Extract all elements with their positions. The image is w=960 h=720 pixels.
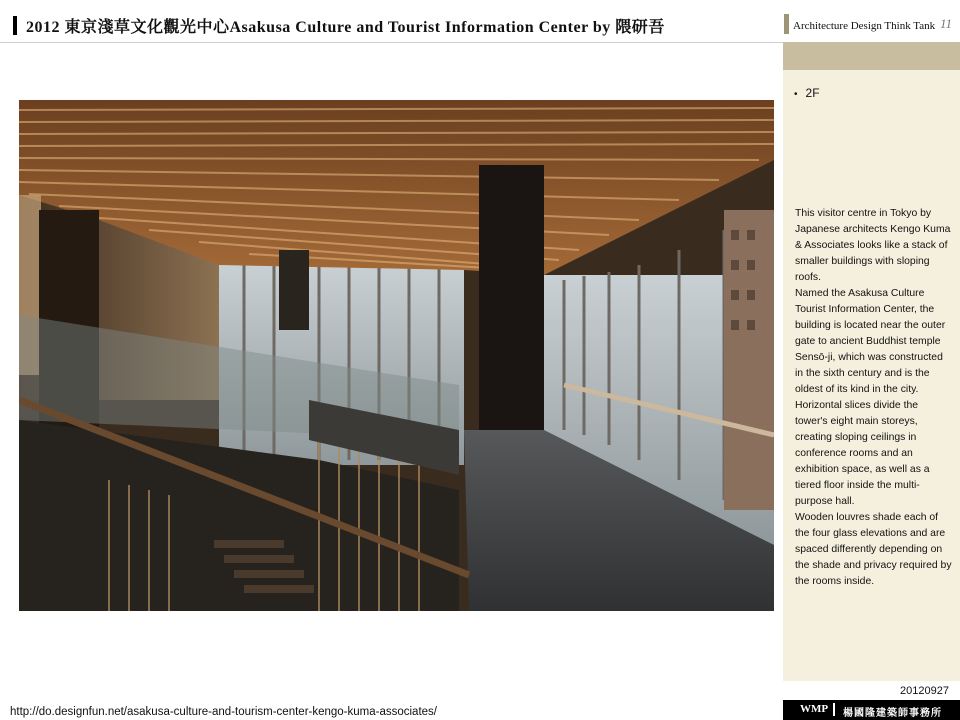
bullet-icon: • — [794, 89, 798, 100]
floor-label: 2F — [805, 86, 820, 100]
description-paragraph: Wooden louvres shade each of the four glass elevations and are spaced differently depending on the shade and privacy required by the rooms inside. — [795, 512, 952, 587]
slide-header — [0, 0, 960, 44]
side-panel-header-band — [783, 42, 960, 70]
slide-title: 2012 東京淺草文化觀光中心Asakusa Culture and Tourist Information Center by 隈研吾 — [26, 19, 665, 36]
description-paragraph: Named the Asakusa Culture Tourist Information Center, the building is located near the outer gate to ancient Buddhist temple Sensō-ji, which was constructed in the sixth century and is the oldest of its kind in the city. — [795, 288, 946, 395]
slide-date: 20120927 — [900, 685, 949, 697]
interior-photo — [19, 100, 774, 611]
description-paragraph: Horizontal slices divide the tower's eight main storeys, creating sloping ceilings in conference rooms and an exhibition space, as well as a tiered floor inside the multi-purpose hall. — [795, 400, 930, 507]
source-link[interactable]: http://do.designfun.net/asakusa-culture-and-tourism-center-kengo-kuma-associates/ — [10, 706, 437, 718]
description-paragraph: This visitor centre in Tokyo by Japanese architects Kengo Kuma & Associates looks like a stack of smaller buildings with sloping roofs. — [795, 208, 951, 283]
think-tank-label: Architecture Design Think Tank — [793, 20, 936, 32]
tank-marker — [784, 14, 789, 34]
title-marker — [13, 16, 17, 35]
description-text — [795, 206, 953, 590]
brand-separator — [833, 703, 835, 716]
brand-logo-text: WMP — [800, 703, 829, 715]
firm-name: 楊國隆建築師事務所 — [843, 708, 942, 719]
floor-bullet-item — [794, 86, 820, 100]
page-number: 11 — [940, 16, 953, 31]
